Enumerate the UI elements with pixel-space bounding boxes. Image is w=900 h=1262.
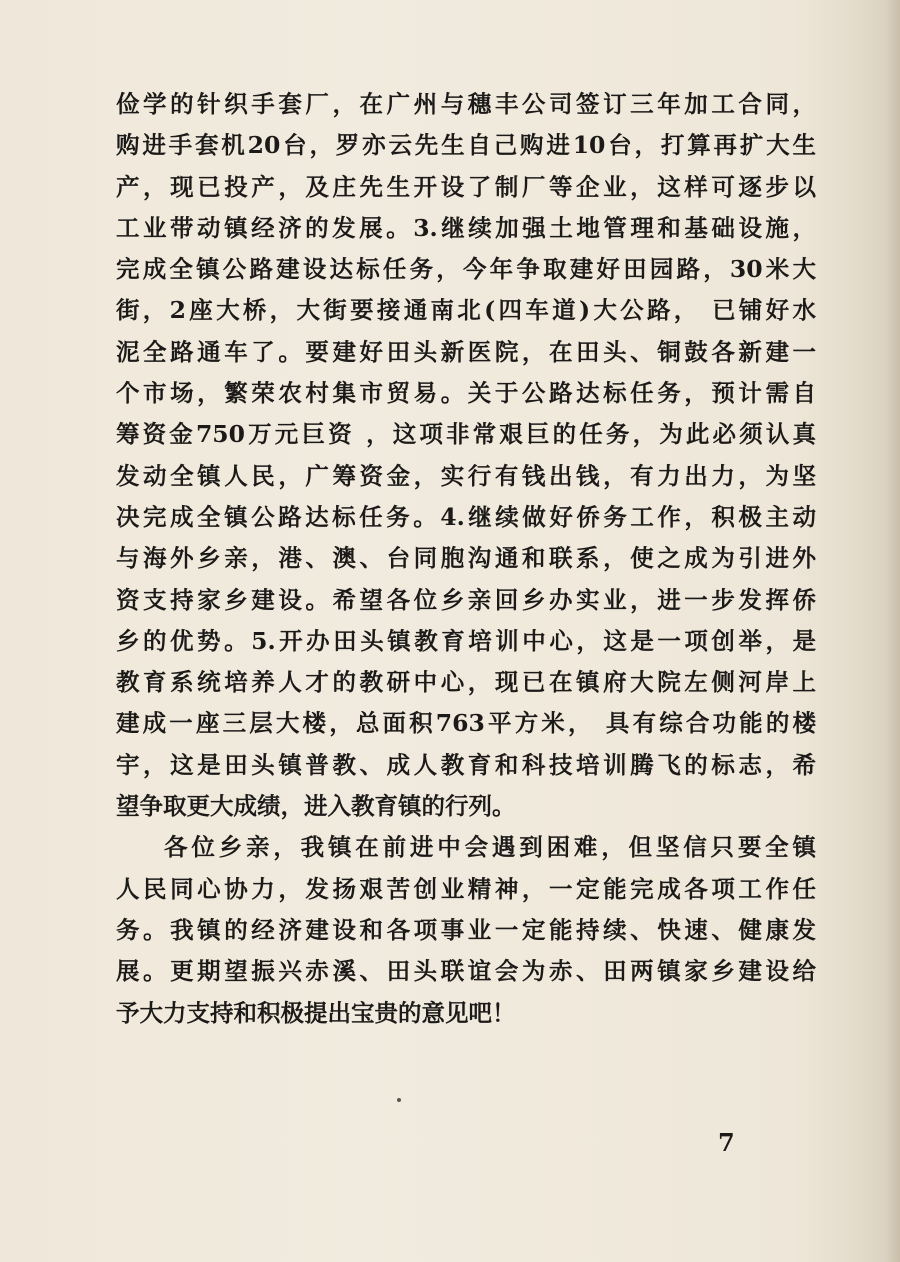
text-line: 完成全镇公路建设达标任务，今年争取建好田园路，30米大 — [116, 255, 816, 284]
text-line: 俭学的针织手套厂，在广州与穗丰公司签订三年加工合同， — [116, 90, 816, 118]
text-line: 决完成全镇公路达标任务。4.继续做好侨务工作，积极主动 — [116, 502, 816, 531]
text-line: 发动全镇人民，广筹资金，实行有钱出钱，有力出力，为坚 — [116, 461, 816, 490]
page-number: 7 — [718, 1128, 735, 1157]
text-line: 教育系统培养人才的教研中心，现已在镇府大院左侧河岸上 — [116, 668, 816, 697]
text-line: 予大力支持和积极提出宝贵的意见吧！ — [116, 998, 516, 1027]
text-line: 人民同心协力，发扬艰苦创业精神，一定能完成各项工作任 — [116, 874, 816, 903]
text-line: 泥全路通车了。要建好田头新医院，在田头、铜鼓各新建一 — [116, 337, 816, 366]
text-line: 个市场，繁荣农村集市贸易。关于公路达标任务，预计需自 — [116, 379, 816, 408]
text-line: 展。更期望振兴赤溪、田头联谊会为赤、田两镇家乡建设给 — [116, 957, 816, 986]
text-line: 工业带动镇经济的发展。3.继续加强土地管理和基础设施， — [116, 213, 816, 242]
text-line: 筹资金750万元巨资 ，这项非常艰巨的任务，为此必须认真 — [116, 420, 816, 449]
text-line: 街，2座大桥，大街要接通南北(四车道)大公路， 已铺好水 — [116, 296, 816, 325]
text-line: 宇，这是田头镇普教、成人教育和科技培训腾飞的标志，希 — [116, 750, 816, 779]
text-line: 各位乡亲，我镇在前进中会遇到困难，但坚信只要全镇 — [164, 833, 816, 862]
text-line: 建成一座三层大楼，总面积763平方米， 具有综合功能的楼 — [116, 709, 816, 738]
text-line: 务。我镇的经济建设和各项事业一定能持续、快速、健康发 — [116, 915, 816, 944]
text-line: 资支持家乡建设。希望各位乡亲回乡办实业，进一步发挥侨 — [116, 585, 816, 614]
text-line: 购进手套机20台，罗亦云先生自己购进10台，打算再扩大生 — [116, 131, 816, 160]
page-edge-shadow — [886, 0, 900, 1262]
text-line: 产，现已投产，及庄先生开设了制厂等企业，这样可逐步以 — [116, 172, 816, 201]
text-line: 望争取更大成绩，进入教育镇的行列。 — [116, 792, 516, 821]
paragraph-1 — [116, 84, 816, 827]
text-line: 乡的优势。5.开办田头镇教育培训中心，这是一项创举，是 — [116, 626, 816, 655]
print-speck — [397, 1098, 401, 1102]
body-text — [116, 84, 816, 1034]
text-line: 与海外乡亲，港、澳、台同胞沟通和联系，使之成为引进外 — [116, 544, 816, 573]
paragraph-2 — [116, 827, 816, 1033]
